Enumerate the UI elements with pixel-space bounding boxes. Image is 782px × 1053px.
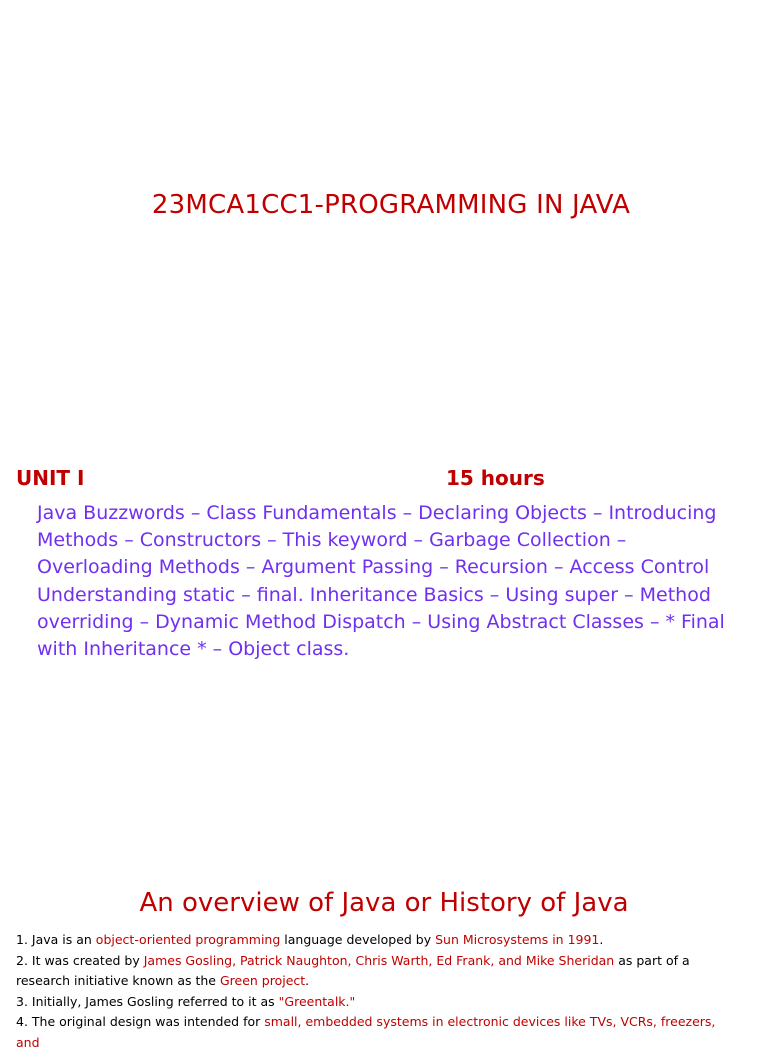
point-highlight: Green project	[219, 973, 306, 988]
overview-points	[16, 930, 728, 1053]
syllabus-topics: Java Buzzwords – Class Fundamentals – Declaring Objects – Introducing Methods – Constructors – This keyword – Garbage Collection – Overloading Methods – Argument Passing – Recursion – Access Control Understanding static – final. Inheritance Basics – Using super – Method overriding – Dynamic Method Dispatch – Using Abstract Classes – * Final with Inheritance * – Object class.	[37, 502, 725, 661]
point-text: 4. The original design was intended for	[16, 1014, 265, 1029]
point-highlight: James Gosling, Patrick Naughton, Chris Warth, Ed Frank, and Mike Sheridan	[143, 952, 615, 968]
point-text: .	[305, 973, 310, 988]
point-text: 1. Java is an	[16, 932, 96, 947]
point-4	[16, 1012, 728, 1053]
point-3	[16, 992, 728, 1013]
overview-title: An overview of Java or History of Java	[139, 888, 629, 918]
point-text: 3. Initially, James Gosling referred to it as	[16, 993, 279, 1009]
point-1	[16, 930, 728, 951]
point-highlight: "Greentalk."	[278, 993, 356, 1009]
point-2	[16, 951, 728, 992]
point-text: .	[599, 932, 604, 947]
point-highlight: object-oriented programming	[95, 932, 281, 947]
unit-label: UNIT I	[16, 466, 85, 490]
unit-hours: 15 hours	[446, 466, 545, 490]
point-text: language developed by	[280, 932, 436, 947]
point-text: as part of a research initiative known as the	[16, 952, 690, 988]
point-highlight: small, embedded systems in electronic devices like TVs, VCRs, freezers, and	[16, 1014, 716, 1050]
point-highlight: Sun Microsystems in 1991	[435, 932, 600, 947]
course-title: 23MCA1CC1-PROGRAMMING IN JAVA	[151, 190, 631, 220]
point-text: 2. It was created by	[16, 952, 144, 968]
